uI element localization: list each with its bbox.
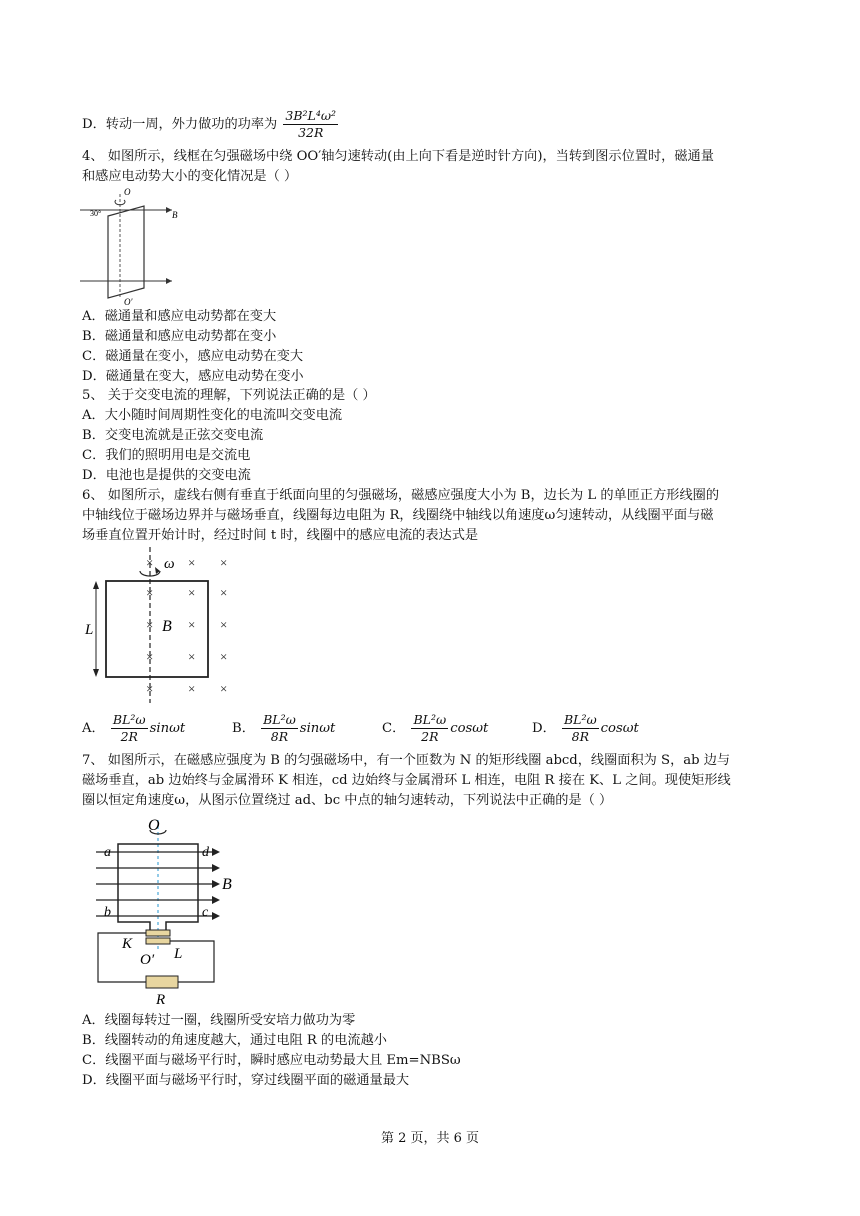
q7-stem-line-3: 圈以恒定角速度ω，从图示位置绕过 ad、bc 中点的轴匀速转动，下列说法中正确的是（ ） <box>82 793 613 808</box>
q6-stem-line-2: 中轴线位于磁场边界并与磁场垂直，线圈每边电阻为 R，线圈绕中轴线以角速度ω匀速转动，从线圈平面与磁 <box>82 508 714 523</box>
q4-option-c: C．磁通量在变小，感应电动势在变大 <box>82 349 304 364</box>
svg-text:×: × <box>146 555 154 570</box>
q5-option-a: A．大小随时间周期性变化的电流叫交变电流 <box>82 408 343 423</box>
q7-option-b: B．线圈转动的角速度越大，通过电阻 R 的电流越小 <box>82 1033 387 1048</box>
arrow-icon <box>166 278 172 284</box>
fraction-numerator: 3B²L⁴ω² <box>285 108 337 123</box>
q7-option-d: D．线圈平面与磁场平行时，穿过线圈平面的磁通量最大 <box>82 1073 410 1088</box>
q6-option-d <box>532 712 639 745</box>
label-angle: 30° <box>90 209 102 218</box>
label-omega: ω <box>164 556 175 572</box>
option-label: B． <box>232 721 255 736</box>
q5-stem: 5、 关于交变电流的理解，下列说法正确的是（ ） <box>82 388 376 403</box>
q6-option-c <box>382 712 488 745</box>
option-label: A． <box>82 721 105 736</box>
q4-figure <box>80 186 180 306</box>
label-d: d <box>202 845 209 860</box>
option-fraction <box>411 712 448 745</box>
option-fraction <box>111 712 148 745</box>
label-o: O <box>148 817 160 834</box>
option-label: C． <box>382 721 406 736</box>
fraction-denominator: 8R <box>270 729 289 744</box>
label-c: c <box>202 905 209 920</box>
coil-frame <box>108 206 144 298</box>
fraction-numerator: BL²ω <box>413 712 447 727</box>
fraction-numerator: BL²ω <box>563 712 597 727</box>
label-field-b: B <box>222 876 232 893</box>
option-tail: sinωt <box>149 721 186 736</box>
slip-ring-l <box>146 938 170 944</box>
arrowhead-icon <box>93 669 99 677</box>
q5-option-d: D．电池也是提供的交变电流 <box>82 468 251 483</box>
q4-option-a: A．磁通量和感应电动势都在变大 <box>82 309 277 324</box>
label-b: b <box>104 905 111 920</box>
q4-option-b: B．磁通量和感应电动势都在变小 <box>82 329 277 344</box>
q6-stem-line-3: 场垂直位置开始计时，经过时间 t 时，线圈中的感应电流的表达式是 <box>82 528 479 543</box>
svg-text:×: × <box>188 617 196 632</box>
svg-text:×: × <box>220 681 228 696</box>
resistor <box>146 976 178 988</box>
option-tail: sinωt <box>299 721 336 736</box>
svg-text:×: × <box>188 681 196 696</box>
q6-stem-line-1: 6、 如图所示，虚线右侧有垂直于纸面向里的匀强磁场，磁感应强度大小为 B，边长为 L 的单匝正方形线圈的 <box>82 488 720 503</box>
q5-option-b: B．交变电流就是正弦交变电流 <box>82 428 264 443</box>
label-o: O <box>124 187 131 197</box>
q7-option-a: A．线圈每转过一圈，线圈所受安培力做功为零 <box>82 1013 356 1028</box>
q6-option-b <box>232 712 335 745</box>
q6-option-a <box>82 712 185 745</box>
svg-text:×: × <box>220 649 228 664</box>
label-o-prime: O′ <box>124 297 133 306</box>
svg-text:×: × <box>220 585 228 600</box>
option-tail: cosωt <box>450 721 489 736</box>
q7-stem-line-1: 7、 如图所示，在磁感应强度为 B 的匀强磁场中，有一个匝数为 N 的矩形线圈 abcd，线圈面积为 S，ab 边与 <box>82 753 731 768</box>
svg-text:×: × <box>220 555 228 570</box>
q3-option-d-fraction <box>283 108 338 141</box>
q4-option-d: D．磁通量在变大，感应电动势在变小 <box>82 369 304 384</box>
label-b: B <box>172 210 178 220</box>
option-fraction <box>562 712 599 745</box>
field-arrowheads <box>212 848 220 920</box>
q3-option-d-text: D．转动一周，外力做功的功率为 <box>82 117 278 132</box>
label-a: a <box>104 845 111 860</box>
svg-text:×: × <box>146 585 154 600</box>
page-footer: 第 2 页，共 6 页 <box>380 1131 480 1146</box>
label-o-prime: O′ <box>140 952 155 968</box>
fraction-denominator: 2R <box>421 729 439 744</box>
label-l: L <box>85 622 94 638</box>
svg-text:×: × <box>220 617 228 632</box>
label-b: B <box>162 618 172 635</box>
q7-stem-line-2: 磁场垂直，ab 边始终与金属滑环 K 相连，cd 边始终与金属滑环 L 相连，电阻 R 接在 K、L 之间。现使矩形线 <box>82 773 731 788</box>
svg-text:×: × <box>188 649 196 664</box>
option-tail: cosωt <box>600 721 639 736</box>
svg-text:×: × <box>146 649 154 664</box>
fraction-denominator: 8R <box>571 729 589 744</box>
fraction-denominator: 32R <box>298 125 324 140</box>
svg-text:×: × <box>146 681 154 696</box>
label-l: L <box>174 946 183 962</box>
q6-figure <box>82 545 242 705</box>
fraction-denominator: 2R <box>120 729 138 744</box>
field-cross-marks <box>146 555 227 696</box>
q7-option-c: C．线圈平面与磁场平行时，瞬时感应电动势最大且 Em=NBSω <box>82 1053 461 1068</box>
q4-stem-line-1: 4、 如图所示，线框在匀强磁场中绕 OO′轴匀速转动(由上向下看是逆时针方向)，当转到图示位置时，磁通量 <box>82 149 714 164</box>
slip-ring-k <box>146 930 170 936</box>
q3-option-d <box>82 108 340 141</box>
arrowhead-icon <box>93 581 99 589</box>
fraction-numerator: BL²ω <box>263 712 296 727</box>
q7-figure <box>86 812 246 1008</box>
option-fraction <box>261 712 298 745</box>
svg-text:×: × <box>188 555 196 570</box>
svg-text:×: × <box>188 585 196 600</box>
label-r: R <box>156 992 166 1008</box>
option-label: D． <box>532 721 556 736</box>
fraction-numerator: BL²ω <box>112 712 146 727</box>
q4-stem-line-2: 和感应电动势大小的变化情况是（ ） <box>82 169 298 184</box>
label-k: K <box>122 936 133 952</box>
field-lines <box>96 852 214 916</box>
svg-text:×: × <box>146 617 154 632</box>
q5-option-c: C．我们的照明用电是交流电 <box>82 448 251 463</box>
